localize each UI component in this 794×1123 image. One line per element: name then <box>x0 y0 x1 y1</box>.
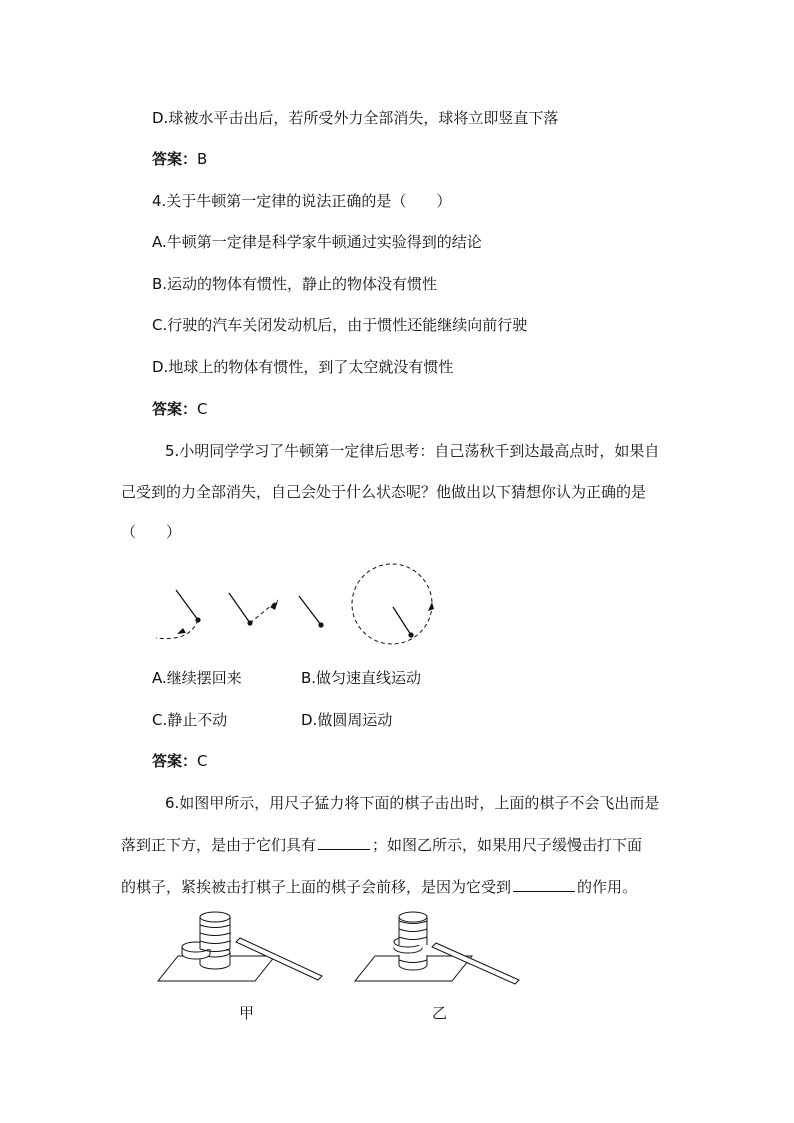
q6-line-1: 6.如图甲所示，用尺子猛力将下面的棋子击出时，上面的棋子不会飞出而是 <box>165 794 660 812</box>
q6-line-2-part-1: 落到正下方，是由于它们具有 <box>121 836 317 854</box>
answer-value: C <box>197 752 208 770</box>
q6-line-3-part-1: 的棋子，紧挨被击打棋子上面的棋子会前移，是因为它受到 <box>121 878 512 896</box>
q5-option-b: B.做匀速直线运动 <box>301 669 422 687</box>
figure-yi <box>355 912 519 984</box>
q5-stem-line-1: 5.小明同学学习了牛顿第一定律后思考：自己荡秋千到达最高点时，如果自 <box>165 442 660 460</box>
q5-stem-line-3: （ ） <box>121 523 182 541</box>
caption-yi: 乙 <box>432 1004 448 1022</box>
q3-option-d: D.球被水平击出后，若所受外力全部消失，球将立即竖直下落 <box>152 109 559 127</box>
q5-option-c: C.静止不动 <box>152 711 228 729</box>
answer-label: 答案： <box>152 150 198 168</box>
q4-stem: 4.关于牛顿第一定律的说法正确的是（ ） <box>152 192 452 210</box>
q5-option-d: D.做圆周运动 <box>301 711 393 729</box>
q4-option-b: B.运动的物体有惯性，静止的物体没有惯性 <box>152 275 438 293</box>
answer-label: 答案： <box>152 400 198 418</box>
q4-option-c: C.行驶的汽车关闭发动机后，由于惯性还能继续向前行驶 <box>152 316 528 334</box>
q6-line-2-part-2: ；如图乙所示，如果用尺子缓慢击打下面 <box>372 836 643 854</box>
figure-jia <box>158 912 322 981</box>
q4-option-d: D.地球上的物体有惯性，到了太空就没有惯性 <box>152 358 454 376</box>
q5-option-a: A.继续摆回来 <box>152 669 242 687</box>
checker-stack <box>394 912 427 970</box>
q6-line-3-part-2: 的作用。 <box>577 878 638 896</box>
answer-value: C <box>197 400 208 418</box>
answer-value: B <box>197 150 208 168</box>
caption-jia: 甲 <box>239 1004 255 1022</box>
q5-stem-line-2: 己受到的力全部消失，自己会处于什么状态呢？他做出以下猜想你认为正确的是 <box>121 483 647 501</box>
answer-label: 答案： <box>152 752 198 770</box>
q4-option-a: A.牛顿第一定律是科学家牛顿通过实验得到的结论 <box>152 233 482 251</box>
